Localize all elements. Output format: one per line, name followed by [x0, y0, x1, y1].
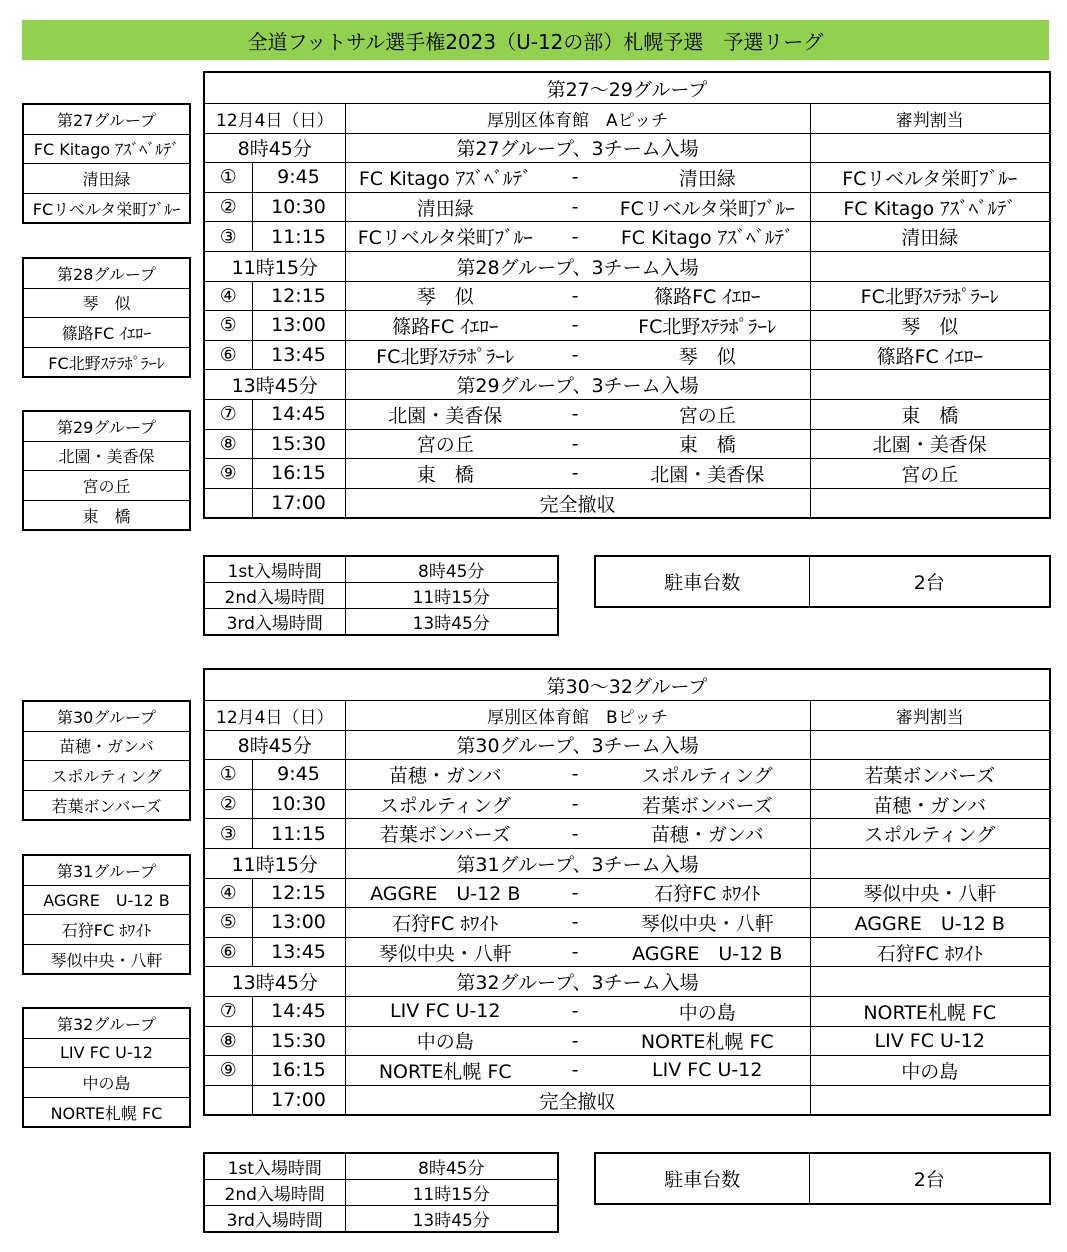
match-row: [204, 163, 1050, 193]
referee-header: 審判割当: [810, 104, 1050, 134]
match-row: [204, 878, 1050, 908]
group-team: FC Kitago ｱｽﾞﾍﾞﾙﾃﾞ: [23, 134, 190, 164]
final-time: 17:00: [252, 488, 345, 518]
home-team: 清田緑: [345, 192, 545, 222]
empty-cell: [810, 848, 1050, 878]
match-row: [204, 459, 1050, 489]
entry-time-value: 11時15分: [345, 583, 558, 609]
match-time: 15:30: [252, 429, 345, 459]
final-text: 完全撤収: [345, 488, 810, 518]
group-team: 琴似中央・八軒: [23, 944, 190, 974]
entry-text: 第27グループ、3チーム入場: [345, 133, 810, 163]
match-date: 12月4日（日）: [204, 701, 345, 731]
group-team: 石狩FC ﾎﾜｲﾄ: [23, 915, 190, 945]
away-team: NORTE札幌 FC: [605, 1026, 810, 1056]
vs-separator: -: [545, 311, 605, 341]
venue: 厚別区体育館 Aピッチ: [345, 104, 810, 134]
vs-separator: -: [545, 1056, 605, 1086]
referee-team: AGGRE U-12 B: [810, 908, 1050, 938]
home-team: LIV FC U-12: [345, 996, 545, 1026]
empty-cell: [810, 133, 1050, 163]
group-table: [22, 1007, 191, 1128]
group-team: NORTE札幌 FC: [23, 1097, 190, 1127]
entry-text: 第32グループ、3チーム入場: [345, 967, 810, 997]
group-team: 中の島: [23, 1068, 190, 1098]
away-team: 篠路FC ｲｴﾛｰ: [605, 281, 810, 311]
referee-team: スポルティング: [810, 819, 1050, 849]
venue: 厚別区体育館 Bピッチ: [345, 701, 810, 731]
group-table: [22, 103, 191, 224]
away-team: 清田緑: [605, 163, 810, 193]
match-row: [204, 429, 1050, 459]
vs-separator: -: [545, 1026, 605, 1056]
referee-team: 苗穂・ガンバ: [810, 789, 1050, 819]
away-team: FCリベルタ栄町ﾌﾞﾙｰ: [605, 192, 810, 222]
empty-cell: [810, 251, 1050, 281]
match-number: ④: [204, 878, 252, 908]
match-number: ⑤: [204, 311, 252, 341]
group-team: 苗穂・ガンバ: [23, 731, 190, 761]
match-number: ⑧: [204, 1026, 252, 1056]
vs-separator: -: [545, 789, 605, 819]
home-team: 中の島: [345, 1026, 545, 1056]
group-team: LIV FC U-12: [23, 1038, 190, 1068]
parking-label: 駐車台数: [595, 1153, 809, 1204]
home-team: 北園・美香保: [345, 399, 545, 429]
entry-time-value: 11時15分: [345, 1180, 558, 1206]
referee-team: FC Kitago ｱｽﾞﾍﾞﾙﾃﾞ: [810, 192, 1050, 222]
final-time: 17:00: [252, 1085, 345, 1115]
group-team: 篠路FC ｲｴﾛｰ: [23, 318, 190, 348]
entry-time-label: 3rd入場時間: [204, 609, 345, 636]
match-time: 14:45: [252, 996, 345, 1026]
group-name: 第32グループ: [23, 1008, 190, 1038]
empty-cell: [810, 967, 1050, 997]
group-team: 清田緑: [23, 164, 190, 194]
home-team: 苗穂・ガンバ: [345, 760, 545, 790]
entry-text: 第31グループ、3チーム入場: [345, 848, 810, 878]
entry-time-value: 13時45分: [345, 1206, 558, 1233]
vs-separator: -: [545, 819, 605, 849]
away-team: 若葉ボンバーズ: [605, 789, 810, 819]
entry-time-label: 3rd入場時間: [204, 1206, 345, 1233]
match-time: 13:45: [252, 340, 345, 370]
match-number: ⑥: [204, 340, 252, 370]
title-banner: [22, 20, 1049, 60]
empty-cell: [204, 488, 252, 518]
referee-team: 石狩FC ﾎﾜｲﾄ: [810, 937, 1050, 967]
empty-cell: [810, 1085, 1050, 1115]
match-row: [204, 937, 1050, 967]
vs-separator: -: [545, 192, 605, 222]
match-row: [204, 760, 1050, 790]
match-number: ⑥: [204, 937, 252, 967]
vs-separator: -: [545, 340, 605, 370]
vs-separator: -: [545, 429, 605, 459]
away-team: 苗穂・ガンバ: [605, 819, 810, 849]
vs-separator: -: [545, 281, 605, 311]
away-team: 北園・美香保: [605, 459, 810, 489]
match-number: ②: [204, 192, 252, 222]
empty-cell: [204, 1085, 252, 1115]
match-time: 11:15: [252, 819, 345, 849]
home-team: NORTE札幌 FC: [345, 1056, 545, 1086]
referee-team: 宮の丘: [810, 459, 1050, 489]
away-team: 琴 似: [605, 340, 810, 370]
away-team: スポルティング: [605, 760, 810, 790]
referee-team: FC北野ｽﾃﾗﾎﾟﾗｰﾚ: [810, 281, 1050, 311]
away-team: 琴似中央・八軒: [605, 908, 810, 938]
group-name: 第29グループ: [23, 411, 190, 441]
group-name: 第27グループ: [23, 104, 190, 134]
match-time: 16:15: [252, 459, 345, 489]
referee-team: NORTE札幌 FC: [810, 996, 1050, 1026]
vs-separator: -: [545, 399, 605, 429]
match-time: 16:15: [252, 1056, 345, 1086]
match-row: [204, 819, 1050, 849]
vs-separator: -: [545, 459, 605, 489]
home-team: 若葉ボンバーズ: [345, 819, 545, 849]
group-team: 若葉ボンバーズ: [23, 790, 190, 820]
away-team: AGGRE U-12 B: [605, 937, 810, 967]
match-number: ⑦: [204, 996, 252, 1026]
match-date: 12月4日（日）: [204, 104, 345, 134]
vs-separator: -: [545, 878, 605, 908]
parking-value: 2台: [809, 1153, 1050, 1204]
referee-team: 東 橋: [810, 399, 1050, 429]
entry-text: 第29グループ、3チーム入場: [345, 370, 810, 400]
match-time: 9:45: [252, 760, 345, 790]
home-team: AGGRE U-12 B: [345, 878, 545, 908]
vs-separator: -: [545, 760, 605, 790]
match-time: 13:00: [252, 908, 345, 938]
referee-team: 清田緑: [810, 222, 1050, 252]
group-team: 北園・美香保: [23, 441, 190, 471]
entry-time-label: 1st入場時間: [204, 556, 345, 583]
away-team: 石狩FC ﾎﾜｲﾄ: [605, 878, 810, 908]
match-time: 15:30: [252, 1026, 345, 1056]
home-team: 宮の丘: [345, 429, 545, 459]
group-team: スポルティング: [23, 761, 190, 791]
group-name: 第30グループ: [23, 701, 190, 731]
group-name: 第28グループ: [23, 258, 190, 288]
match-number: ⑨: [204, 459, 252, 489]
match-row: [204, 908, 1050, 938]
away-team: 東 橋: [605, 429, 810, 459]
vs-separator: -: [545, 222, 605, 252]
match-number: ③: [204, 222, 252, 252]
vs-separator: -: [545, 908, 605, 938]
entry-time: 8時45分: [204, 730, 345, 760]
group-name: 第31グループ: [23, 855, 190, 885]
referee-team: 中の島: [810, 1056, 1050, 1086]
match-row: [204, 281, 1050, 311]
entry-time-value: 13時45分: [345, 609, 558, 636]
match-row: [204, 340, 1050, 370]
home-team: スポルティング: [345, 789, 545, 819]
entry-time-label: 1st入場時間: [204, 1153, 345, 1180]
home-team: 琴 似: [345, 281, 545, 311]
match-row: [204, 192, 1050, 222]
entry-time: 11時15分: [204, 251, 345, 281]
home-team: 東 橋: [345, 459, 545, 489]
match-row: [204, 222, 1050, 252]
group-table: [22, 854, 191, 975]
entry-time-label: 2nd入場時間: [204, 583, 345, 609]
home-team: FCリベルタ栄町ﾌﾞﾙｰ: [345, 222, 545, 252]
match-number: ③: [204, 819, 252, 849]
vs-separator: -: [545, 996, 605, 1026]
group-team: FC北野ｽﾃﾗﾎﾟﾗｰﾚ: [23, 347, 190, 377]
section-title: 第30～32グループ: [204, 669, 1050, 701]
schedule-table: [203, 668, 1051, 1116]
away-team: FC北野ｽﾃﾗﾎﾟﾗｰﾚ: [605, 311, 810, 341]
entry-times-table: [203, 1152, 559, 1233]
group-table: [22, 700, 191, 821]
home-team: FC北野ｽﾃﾗﾎﾟﾗｰﾚ: [345, 340, 545, 370]
entry-time-value: 8時45分: [345, 556, 558, 583]
home-team: 石狩FC ﾎﾜｲﾄ: [345, 908, 545, 938]
entry-text: 第30グループ、3チーム入場: [345, 730, 810, 760]
group-table: [22, 257, 191, 378]
group-team: AGGRE U-12 B: [23, 885, 190, 915]
group-table: [22, 410, 191, 531]
schedule-table: [203, 71, 1051, 519]
vs-separator: -: [545, 163, 605, 193]
match-number: ①: [204, 163, 252, 193]
match-time: 13:45: [252, 937, 345, 967]
match-time: 12:15: [252, 281, 345, 311]
group-team: 東 橋: [23, 500, 190, 530]
group-team: 宮の丘: [23, 471, 190, 501]
referee-team: FCリベルタ栄町ﾌﾞﾙｰ: [810, 163, 1050, 193]
away-team: LIV FC U-12: [605, 1056, 810, 1086]
match-number: ⑨: [204, 1056, 252, 1086]
entry-time: 13時45分: [204, 967, 345, 997]
group-team: FCリベルタ栄町ﾌﾞﾙｰ: [23, 193, 190, 223]
away-team: FC Kitago ｱｽﾞﾍﾞﾙﾃﾞ: [605, 222, 810, 252]
entry-time: 13時45分: [204, 370, 345, 400]
empty-cell: [810, 488, 1050, 518]
referee-team: 琴 似: [810, 311, 1050, 341]
entry-text: 第28グループ、3チーム入場: [345, 251, 810, 281]
match-number: ②: [204, 789, 252, 819]
vs-separator: -: [545, 937, 605, 967]
home-team: 琴似中央・八軒: [345, 937, 545, 967]
referee-team: 篠路FC ｲｴﾛｰ: [810, 340, 1050, 370]
referee-team: LIV FC U-12: [810, 1026, 1050, 1056]
match-time: 13:00: [252, 311, 345, 341]
match-number: ⑤: [204, 908, 252, 938]
match-time: 10:30: [252, 789, 345, 819]
match-row: [204, 311, 1050, 341]
match-number: ④: [204, 281, 252, 311]
referee-team: 北園・美香保: [810, 429, 1050, 459]
entry-times-table: [203, 555, 559, 636]
match-time: 14:45: [252, 399, 345, 429]
match-row: [204, 399, 1050, 429]
match-row: [204, 996, 1050, 1026]
entry-time: 11時15分: [204, 848, 345, 878]
referee-team: 琴似中央・八軒: [810, 878, 1050, 908]
parking-table: [594, 555, 1051, 608]
home-team: 篠路FC ｲｴﾛｰ: [345, 311, 545, 341]
referee-header: 審判割当: [810, 701, 1050, 731]
empty-cell: [810, 730, 1050, 760]
referee-team: 若葉ボンバーズ: [810, 760, 1050, 790]
parking-label: 駐車台数: [595, 556, 809, 607]
section-title: 第27～29グループ: [204, 72, 1050, 104]
match-number: ⑦: [204, 399, 252, 429]
page-title: 全道フットサル選手権2023（U-12の部）札幌予選 予選リーグ: [247, 29, 824, 54]
home-team: FC Kitago ｱｽﾞﾍﾞﾙﾃﾞ: [345, 163, 545, 193]
parking-value: 2台: [809, 556, 1050, 607]
match-number: ①: [204, 760, 252, 790]
away-team: 宮の丘: [605, 399, 810, 429]
match-time: 10:30: [252, 192, 345, 222]
group-team: 琴 似: [23, 288, 190, 318]
away-team: 中の島: [605, 996, 810, 1026]
match-time: 12:15: [252, 878, 345, 908]
empty-cell: [810, 370, 1050, 400]
parking-table: [594, 1152, 1051, 1205]
match-number: ⑧: [204, 429, 252, 459]
entry-time: 8時45分: [204, 133, 345, 163]
entry-time-value: 8時45分: [345, 1153, 558, 1180]
match-row: [204, 1056, 1050, 1086]
match-time: 9:45: [252, 163, 345, 193]
match-row: [204, 789, 1050, 819]
match-time: 11:15: [252, 222, 345, 252]
entry-time-label: 2nd入場時間: [204, 1180, 345, 1206]
final-text: 完全撤収: [345, 1085, 810, 1115]
match-row: [204, 1026, 1050, 1056]
